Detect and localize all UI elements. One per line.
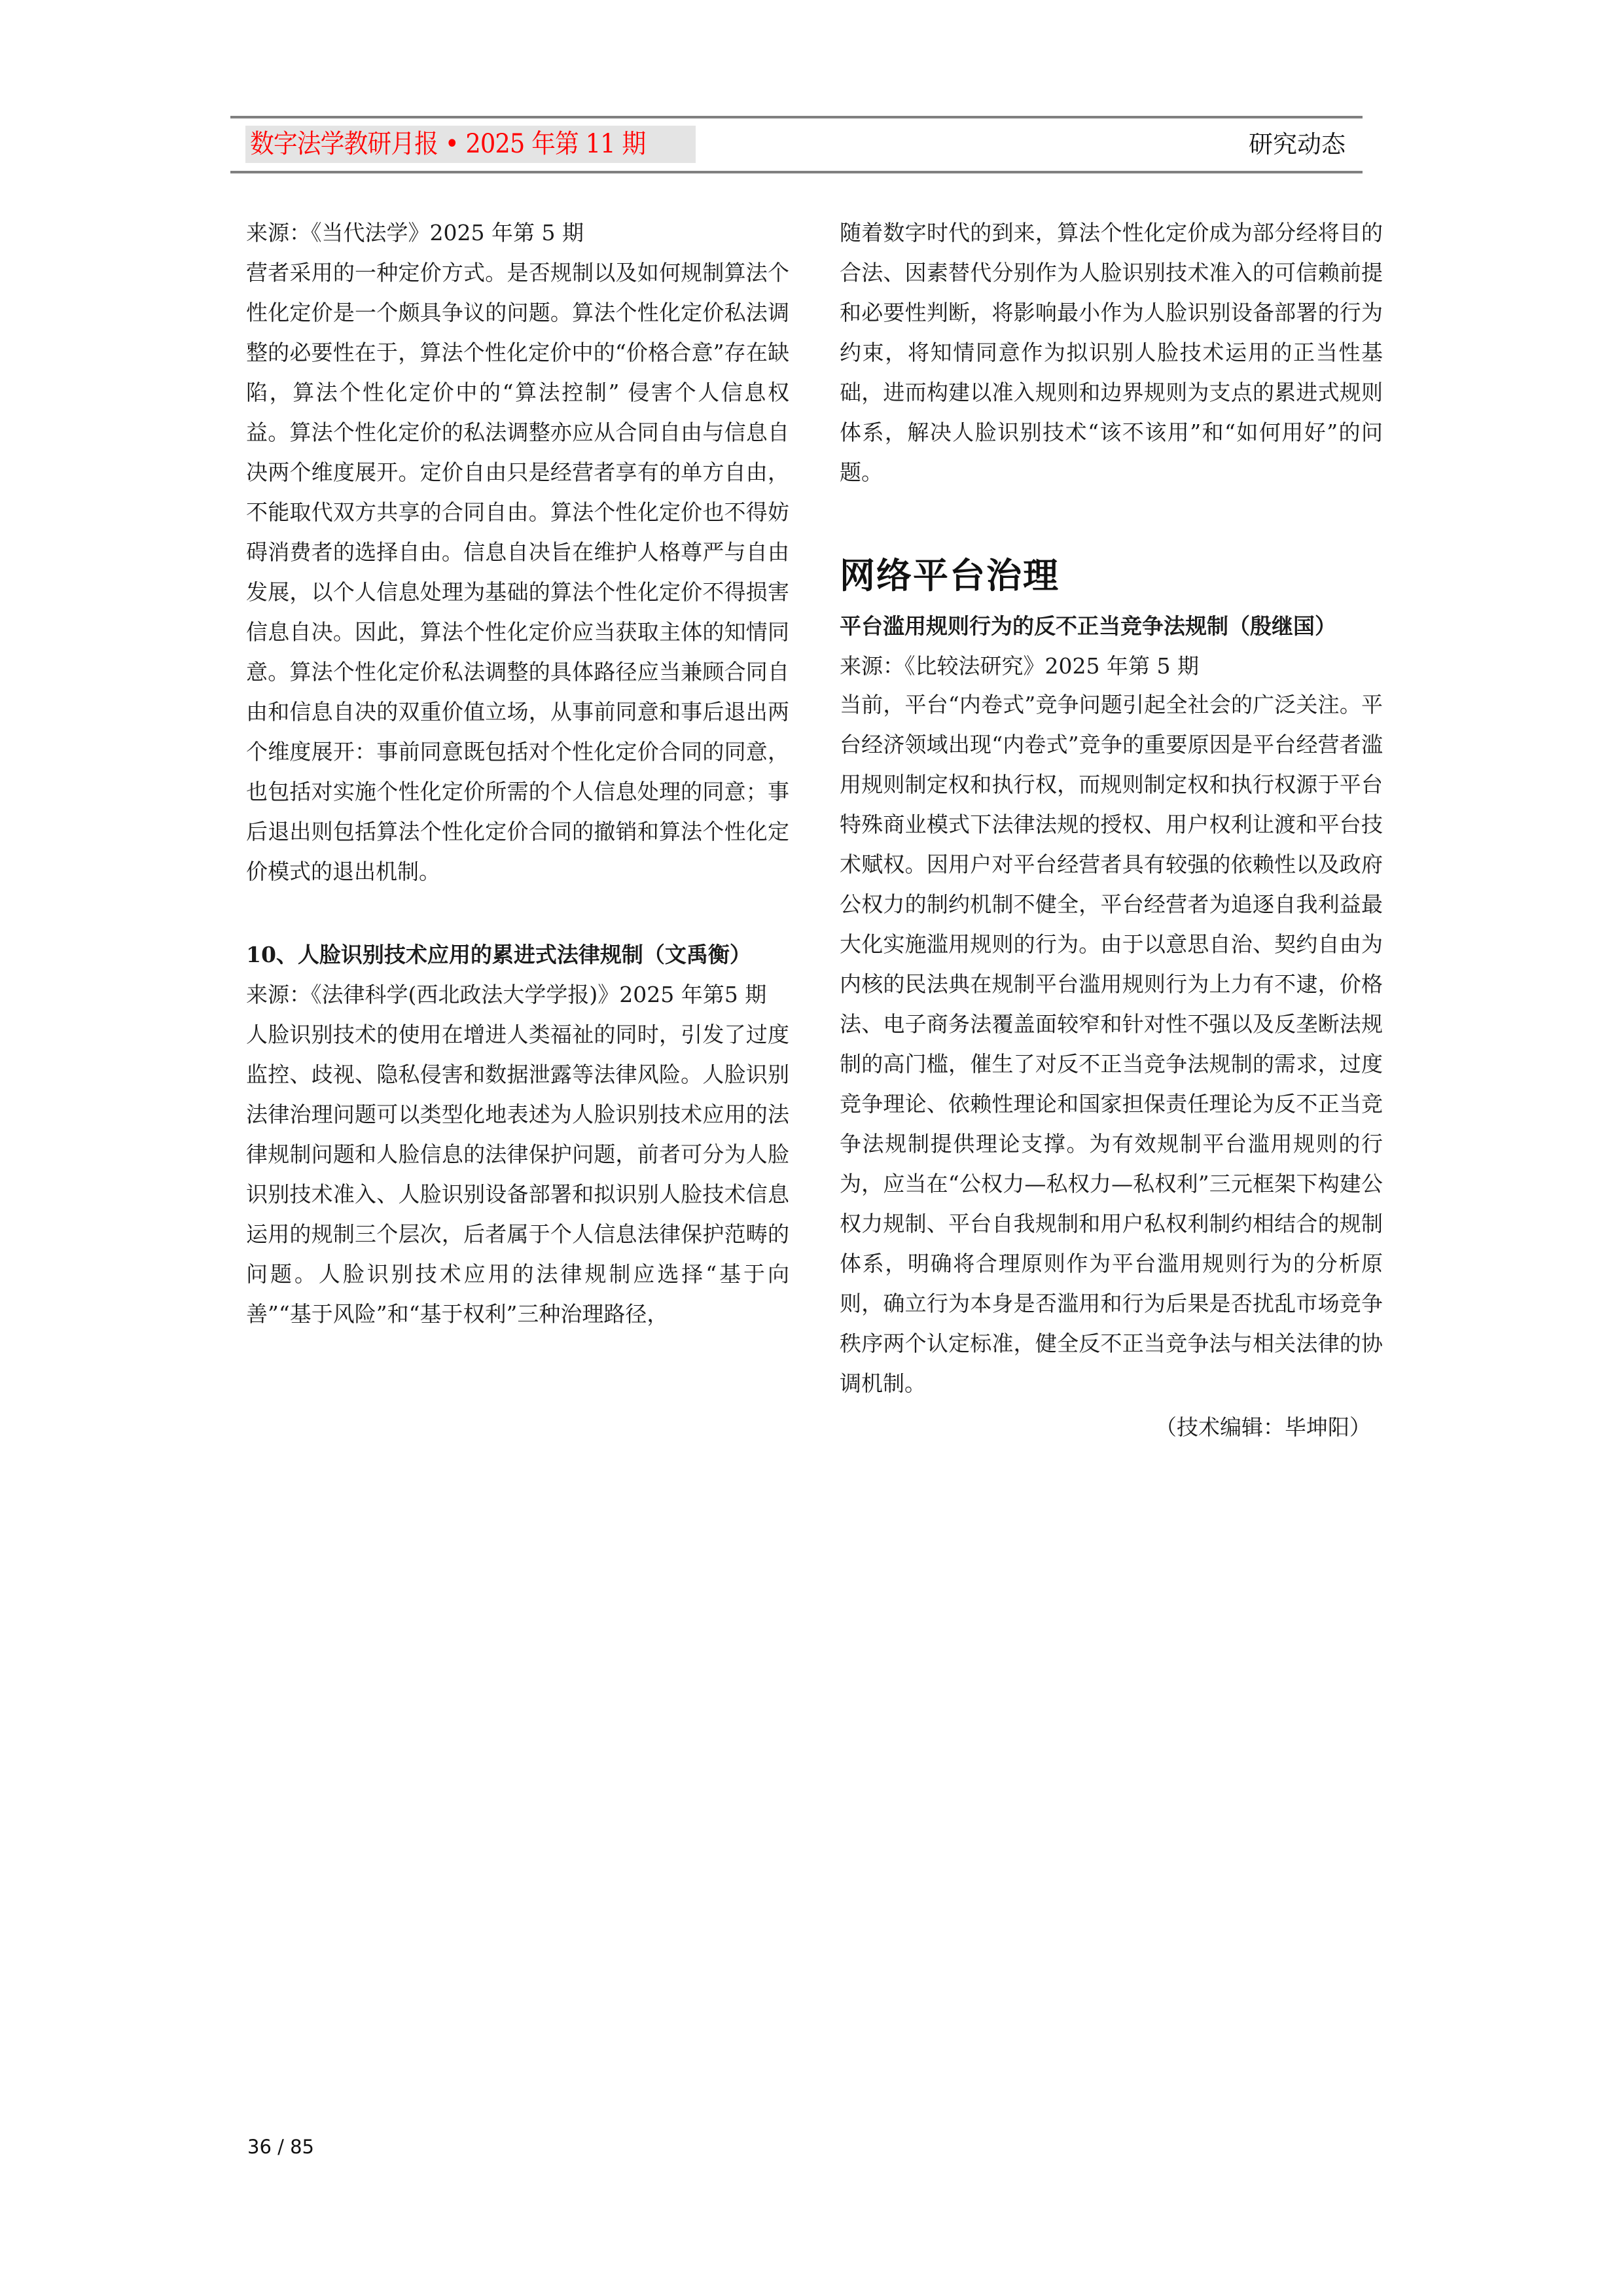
header-bottom-rule — [230, 171, 1363, 173]
spacer — [246, 891, 789, 935]
article-body-continued: 随着数字时代的到来，算法个性化定价成为部分经将目的合法、因素替代分别作为人脸识别技术准入的可信赖前提和必要性判断，将影响最小作为人脸识别设备部署的行为约束，将知情同意作为拟识别人脸技术运用的正当性基础，进而构建以准入规则和边界规则为支点的累进式规则体系，解决人脸识别技术“该不该用”和“如何用好”的问题。 — [840, 220, 1383, 485]
article-body: 营者采用的一种定价方式。是否规制以及如何规制算法个性化定价是一个颇具争议的问题。算法个性化定价私法调整的必要性在于，算法个性化定价中的“价格合意”存在缺陷，算法个性化定价中的“算法控制” 侵害个人信息权益。算法个性化定价的私法调整亦应从合同自由与信息自决两个维度展开。定价自由只是经营者享有的单方自由，不能取代双方共享的合同自由。算法个性化定价也不得妨碍消费者的选择自由。信息自决旨在维护人格尊严与自由发展，以个人信息处理为基础的算法个性化定价不得损害信息自决。因此，算法个性化定价应当获取主体的知情同意。算法个性化定价私法调整的具体路径应当兼顾合同自由和信息自决的双重价值立场，从事前同意和事后退出两个维度展开：事前同意既包括对个性化定价合同的同意，也包括对实施个性化定价所需的个人信息处理的同意；事后退出则包括算法个性化定价合同的撤销和算法个性化定价模式的退出机制。 — [246, 260, 789, 884]
article-title: 平台滥用规则行为的反不正当竞争法规制（殷继国） — [840, 613, 1336, 639]
section-heading: 网络平台治理 — [840, 554, 1060, 596]
article-source: 来源：《当代法学》2025 年第 5 期 — [246, 220, 584, 245]
section-label: 研究动态 — [1249, 130, 1346, 158]
page-number: 36 / 85 — [247, 2136, 315, 2158]
right-column — [840, 213, 1383, 1447]
header-top-rule — [230, 116, 1363, 118]
article-source: 来源：《法律科学(西北政法大学学报)》2025 年第5 期 — [246, 982, 767, 1007]
article-body: 人脸识别技术的使用在增进人类福祉的同时，引发了过度监控、歧视、隐私侵害和数据泄露等法律风险。人脸识别法律治理问题可以类型化地表述为人脸识别技术应用的法律规制问题和人脸信息的法律保护问题，前者可分为人脸识别技术准入、人脸识别设备部署和拟识别人脸技术信息运用的规制三个层次，后者属于个人信息法律保护范畴的问题。人脸识别技术应用的法律规制应选择“基于向善”“基于风险”和“基于权利”三种治理路径， — [246, 1022, 789, 1327]
article-title: 10、人脸识别技术应用的累进式法律规制（文禹衡） — [246, 942, 751, 967]
journal-title: 数字法学教研月报 • 2025 年第 11 期 — [250, 129, 646, 159]
article-source: 来源：《比较法研究》2025 年第 5 期 — [840, 653, 1199, 679]
editor-note: （技术编辑：毕坤阳） — [1155, 1414, 1371, 1440]
spacer — [840, 492, 1383, 552]
spacer — [840, 598, 1383, 605]
article-body: 当前，平台“内卷式”竞争问题引起全社会的广泛关注。平台经济领域出现“内卷式”竞争的重要原因是平台经营者滥用规则制定权和执行权，而规则制定权和执行权源于平台特殊商业模式下法律法规的授权、用户权利让渡和平台技术赋权。因用户对平台经营者具有较强的依赖性以及政府公权力的制约机制不健全，平台经营者为追逐自我利益最大化实施滥用规则的行为。由于以意思自治、契约自由为内核的民法典在规制平台滥用规则行为上力有不逮，价格法、电子商务法覆盖面较窄和针对性不强以及反垄断法规制的高门槛，催生了对反不正当竞争法规制的需求，过度竞争理论、依赖性理论和国家担保责任理论为反不正当竞争法规制提供理论支撑。为有效规制平台滥用规则的行为，应当在“公权力—私权力—私权利”三元框架下构建公权力规制、平台自我规制和用户私权利制约相结合的规制体系，明确将合理原则作为平台滥用规则行为的分析原则，确立行为本身是否滥用和行为后果是否扰乱市场竞争秩序两个认定标准，健全反不正当竞争法与相关法律的协调机制。 — [840, 692, 1383, 1396]
left-column — [246, 213, 789, 1334]
